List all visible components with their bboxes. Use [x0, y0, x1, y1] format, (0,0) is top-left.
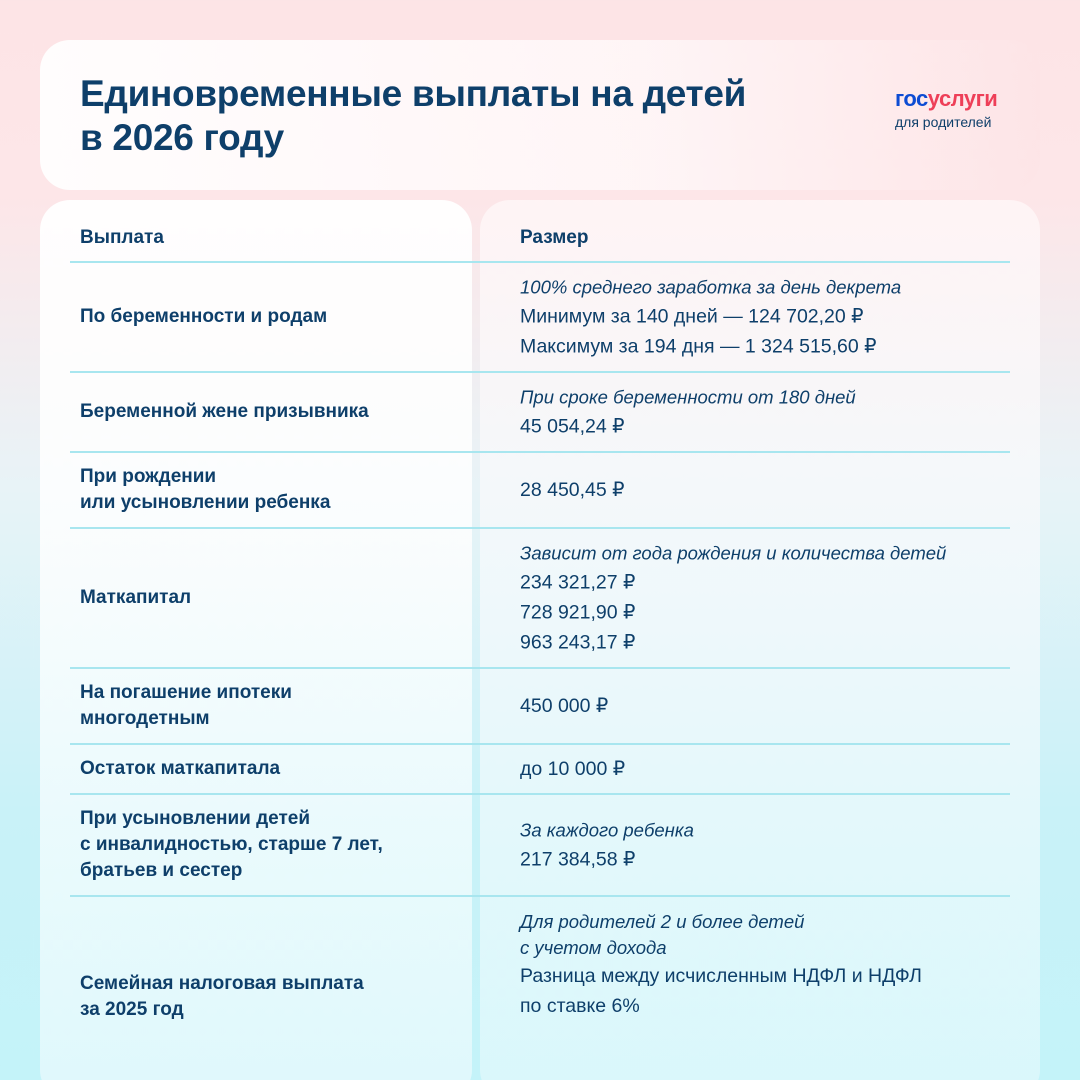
payment-amount-value: по ставке 6%	[520, 995, 640, 1017]
payment-amount	[520, 383, 1010, 442]
table-row	[70, 897, 1010, 1080]
table-header	[70, 200, 1010, 263]
table-body	[70, 263, 1010, 1080]
payment-amount	[520, 273, 1010, 362]
payment-condition-note: При сроке беременности от 180 дней	[520, 386, 856, 408]
table-row	[70, 373, 1010, 453]
payment-name-line: или усыновлении ребенка	[80, 492, 331, 513]
payment-name-line: При рождении	[80, 466, 217, 487]
payment-condition-note: с учетом дохода	[520, 937, 667, 958]
payment-name-line: братьев и сестер	[80, 860, 243, 881]
logo-wordmark	[895, 86, 1035, 112]
payment-condition-note: Для родителей 2 и более детей	[520, 911, 805, 932]
payment-condition-note: 100% среднего заработка за день декрета	[520, 276, 902, 298]
payment-amount	[520, 475, 1010, 505]
table-row	[70, 745, 1010, 795]
logo-gos: гос	[895, 86, 928, 111]
payment-name-line: По беременности и родам	[80, 306, 328, 327]
payment-amount-value: 45 054,24 ₽	[520, 415, 625, 438]
payment-name-line: многодетным	[80, 708, 210, 729]
payment-name	[80, 304, 460, 330]
payment-name	[80, 756, 460, 782]
logo-subtitle: для родителей	[895, 114, 992, 130]
page-title	[80, 72, 800, 160]
table-row	[70, 453, 1010, 529]
payment-amount-value: Минимум за 140 дней — 124 702,20 ₽	[520, 305, 864, 328]
payment-amount-value: Максимум за 194 дня — 1 324 515,60 ₽	[520, 335, 877, 358]
payment-name-line: При усыновлении детей	[80, 808, 311, 829]
payment-name	[80, 971, 460, 1023]
payment-name-line: Семейная налоговая выплата	[80, 973, 364, 994]
payment-name	[80, 464, 460, 516]
payment-amount	[520, 691, 1010, 721]
table-row	[70, 263, 1010, 373]
payment-condition-note: За каждого ребенка	[520, 819, 694, 841]
payment-condition-note: Зависит от года рождения и количества детей	[520, 542, 947, 564]
payment-name-line: Маткапитал	[80, 587, 192, 608]
payment-amount-value: Разница между исчисленным НДФЛ и НДФЛ	[520, 965, 922, 987]
gosuslugi-logo	[895, 86, 1035, 131]
payment-name-line: с инвалидностью, старше 7 лет,	[80, 834, 383, 855]
payment-amount-value: 217 384,58 ₽	[520, 848, 636, 871]
payment-name-line: Беременной жене призывника	[80, 401, 369, 422]
table-row	[70, 669, 1010, 745]
payment-amount	[520, 909, 1010, 1021]
payment-name	[80, 806, 460, 884]
table-row	[70, 795, 1010, 897]
payments-table	[70, 200, 1010, 1080]
payment-name-line: за 2025 год	[80, 999, 184, 1020]
payment-name	[80, 399, 460, 425]
payment-amount	[520, 816, 1010, 875]
page-title-line-1: Единовременные выплаты на детей	[80, 73, 747, 114]
payment-amount	[520, 754, 1010, 784]
payment-name	[80, 585, 460, 611]
logo-uslugi: услуги	[927, 86, 998, 111]
payment-amount	[520, 539, 1010, 658]
payment-amount-value: 450 000 ₽	[520, 695, 609, 717]
page-title-line-2: в 2026 году	[80, 117, 284, 158]
column-header-payment: Выплата	[80, 227, 164, 248]
payment-amount-value: 728 921,90 ₽	[520, 601, 636, 624]
payment-name-line: Остаток маткапитала	[80, 758, 281, 779]
payment-name	[80, 680, 460, 732]
payment-name-line: На погашение ипотеки	[80, 682, 292, 703]
payment-amount-value: 963 243,17 ₽	[520, 631, 636, 654]
payment-amount-value: 234 321,27 ₽	[520, 571, 636, 594]
payment-amount-value: до 10 000 ₽	[520, 758, 626, 780]
column-header-amount: Размер	[520, 227, 589, 248]
table-row	[70, 529, 1010, 669]
payment-amount-value: 28 450,45 ₽	[520, 479, 625, 501]
